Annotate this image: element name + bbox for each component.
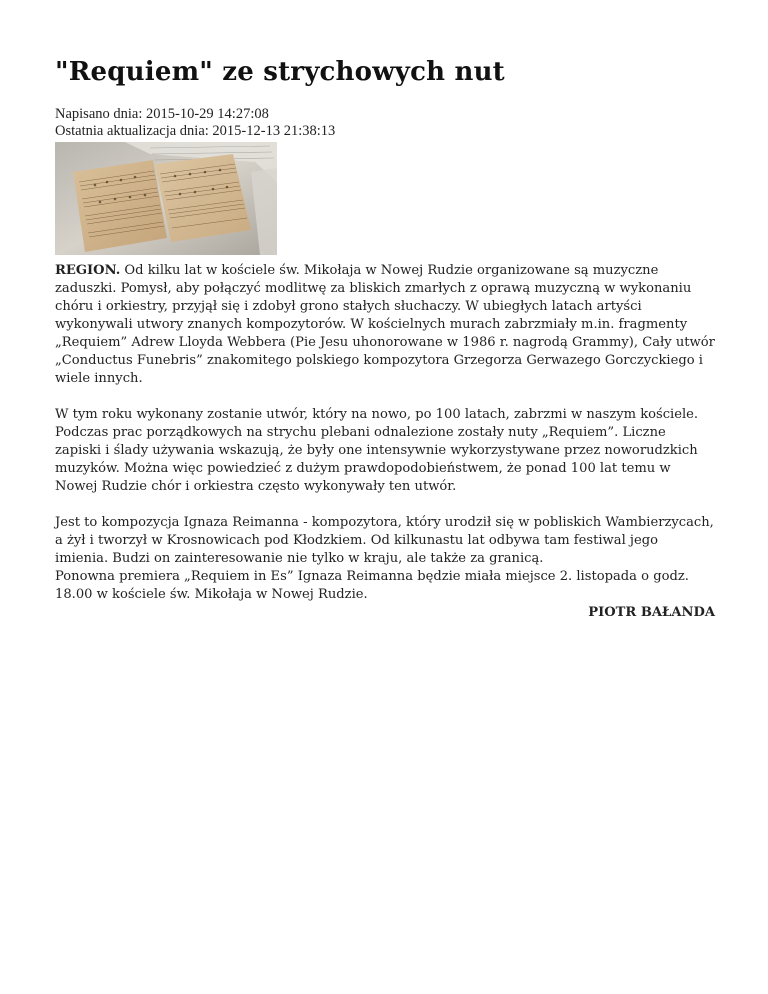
updated-date: Ostatnia aktualizacja dnia: 2015-12-13 21:38:13 — [55, 123, 336, 139]
paragraph-3 — [55, 514, 715, 604]
paragraph-4-text: Ponowna premiera „Requiem in Es” Ignaza Reimanna będzie miała miejsce 2. listopada o godz. 18.00 w kościele św. Mikołaja w Nowej Rudzie. — [55, 569, 689, 602]
author-name: PIOTR BAŁANDA — [588, 605, 715, 620]
paragraph-2: W tym roku wykonany zostanie utwór, który na nowo, po 100 latach, zabrzmi w naszym kościele. Podczas prac porządkowych na strychu plebani odnalezione zostały nuty „Requiem”. Liczne zapiski i ślady używania wskazują, że były one intensywnie wykorzystywane przez noworudzkich muzyków. Można więc powiedzieć z dużym prawdopodobieństwem, że ponad 100 lat temu w Nowej Rudzie chór i orkiestra często wykonywały ten utwór. — [55, 407, 699, 494]
lead-label: REGION. — [55, 263, 121, 278]
article-body — [55, 262, 715, 622]
paragraph-3-text: Jest to kompozycja Ignaza Reimanna - kompozytora, który urodził się w pobliskich Wambierzycach, a żył i tworzył w Krosnowicach pod Kłodzkiem. Od kilkunastu lat odbywa tam festiwal jego imienia. Budzi on zainteresowanie nie tylko w kraju, ale także za granicą. — [55, 515, 714, 566]
article-meta — [55, 106, 335, 140]
sheet-music-photo — [55, 142, 277, 255]
article-title: "Requiem" ze strychowych nut — [55, 57, 505, 87]
sheet-music-photo-icon — [55, 142, 277, 255]
paragraph-1-text: Od kilku lat w kościele św. Mikołaja w Nowej Rudzie organizowane są muzyczne zaduszki. Pomysł, aby połączyć modlitwę za bliskich zmarłych z oprawą muzyczną w wykonaniu chóru i orkiestry, przyjął się i zdobył grono stałych słuchaczy. W ubiegłych latach artyści wykonywali utwory znanych kompozytorów. W kościelnych murach zabrzmiały m.in. fragmenty „Requiem” Adrew Lloyda Webbera (Pie Jesu uhonorowane w 1986 r. nagrodą Grammy), Cały utwór „Conductus Funebris” znakomitego polskiego kompozytora Grzegorza Gerwazego Gorczyckiego i wiele innych. — [55, 263, 715, 386]
paragraph-1 — [55, 262, 715, 388]
published-date: Napisano dnia: 2015-10-29 14:27:08 — [55, 106, 269, 122]
